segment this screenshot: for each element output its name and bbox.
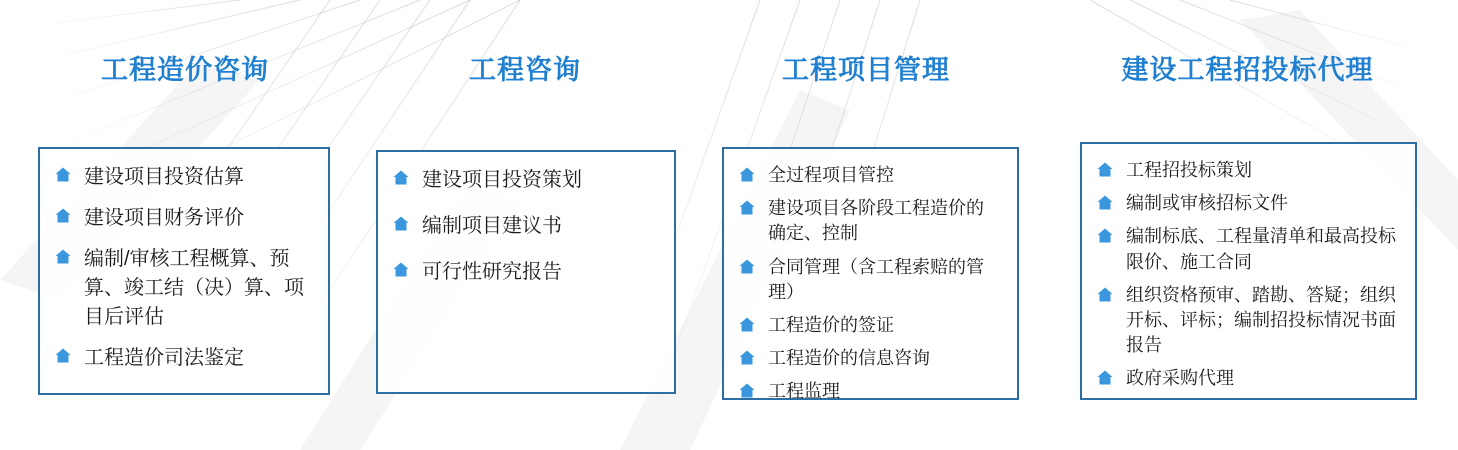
list-item [738,313,1001,338]
service-card-3[interactable] [722,147,1019,400]
house-bullet-icon [54,347,72,365]
service-list-3 [738,163,1001,405]
service-item-text: 全过程项目管控 [768,165,894,185]
service-column-2 [365,0,685,87]
service-column-1 [20,0,350,87]
service-item-text: 建设项目各阶段工程造价的确定、控制 [768,198,984,244]
list-item [738,255,1001,305]
service-list-1 [54,163,312,373]
house-bullet-icon [738,258,756,276]
service-item-text: 工程造价的签证 [768,314,894,335]
service-list-2 [392,166,658,287]
house-bullet-icon [54,248,72,266]
list-item [392,258,658,287]
service-item-text: 工程监理 [768,381,840,402]
service-card-2[interactable] [376,150,676,394]
house-bullet-icon [54,207,72,225]
service-column-3 [706,0,1026,87]
service-item-text: 编制标底、工程量清单和最高投标限价、施工合同 [1126,226,1396,272]
list-item [738,346,1001,371]
list-item [1096,158,1399,183]
list-item [738,379,1001,404]
service-item-text: 合同管理（含工程索赔的管理） [768,256,984,302]
service-card-4[interactable] [1080,142,1417,400]
house-bullet-icon [1096,161,1114,179]
list-item [1096,224,1399,274]
service-item-text: 编制/审核工程概算、预算、竣工结（决）算、项目后评估 [84,248,304,328]
list-item [1096,191,1399,216]
list-item [54,204,312,233]
list-item [392,212,658,241]
house-bullet-icon [738,199,756,217]
service-item-text: 建设项目投资估算 [84,166,244,188]
service-item-text: 编制项目建议书 [422,215,562,237]
service-item-text: 工程造价的信息咨询 [768,348,930,369]
list-item [738,163,1001,188]
house-bullet-icon [392,215,410,233]
list-item [54,344,312,373]
service-item-text: 组织资格预审、踏勘、答疑；组织开标、评标；编制招投标情况书面报告 [1126,284,1396,356]
service-item-text: 可行性研究报告 [422,261,562,283]
list-item [54,245,312,332]
house-bullet-icon [738,382,756,400]
house-bullet-icon [738,316,756,334]
column-title-4: 建设工程招投标代理 [1121,55,1374,85]
service-item-text: 建设项目投资策划 [422,169,582,191]
list-item [392,166,658,195]
house-bullet-icon [392,169,410,187]
service-item-text: 建设项目财务评价 [84,207,244,229]
house-bullet-icon [54,166,72,184]
service-item-text: 政府采购代理 [1126,368,1234,389]
list-item [1096,283,1399,359]
service-item-text: 工程招投标策划 [1126,160,1252,180]
house-bullet-icon [1096,194,1114,212]
house-bullet-icon [738,166,756,184]
column-title-2: 工程咨询 [469,55,581,85]
service-item-text: 编制或审核招标文件 [1126,193,1288,214]
list-item [54,163,312,192]
service-column-4 [1055,0,1440,87]
list-item [738,196,1001,246]
service-list-4 [1096,158,1399,392]
house-bullet-icon [1096,227,1114,245]
house-bullet-icon [738,349,756,367]
house-bullet-icon [1096,286,1114,304]
service-card-1[interactable] [38,147,330,395]
house-bullet-icon [1096,369,1114,387]
column-title-3: 工程项目管理 [782,55,950,85]
service-item-text: 工程造价司法鉴定 [84,347,244,369]
house-bullet-icon [392,261,410,279]
list-item [1096,366,1399,391]
column-title-1: 工程造价咨询 [101,55,269,85]
